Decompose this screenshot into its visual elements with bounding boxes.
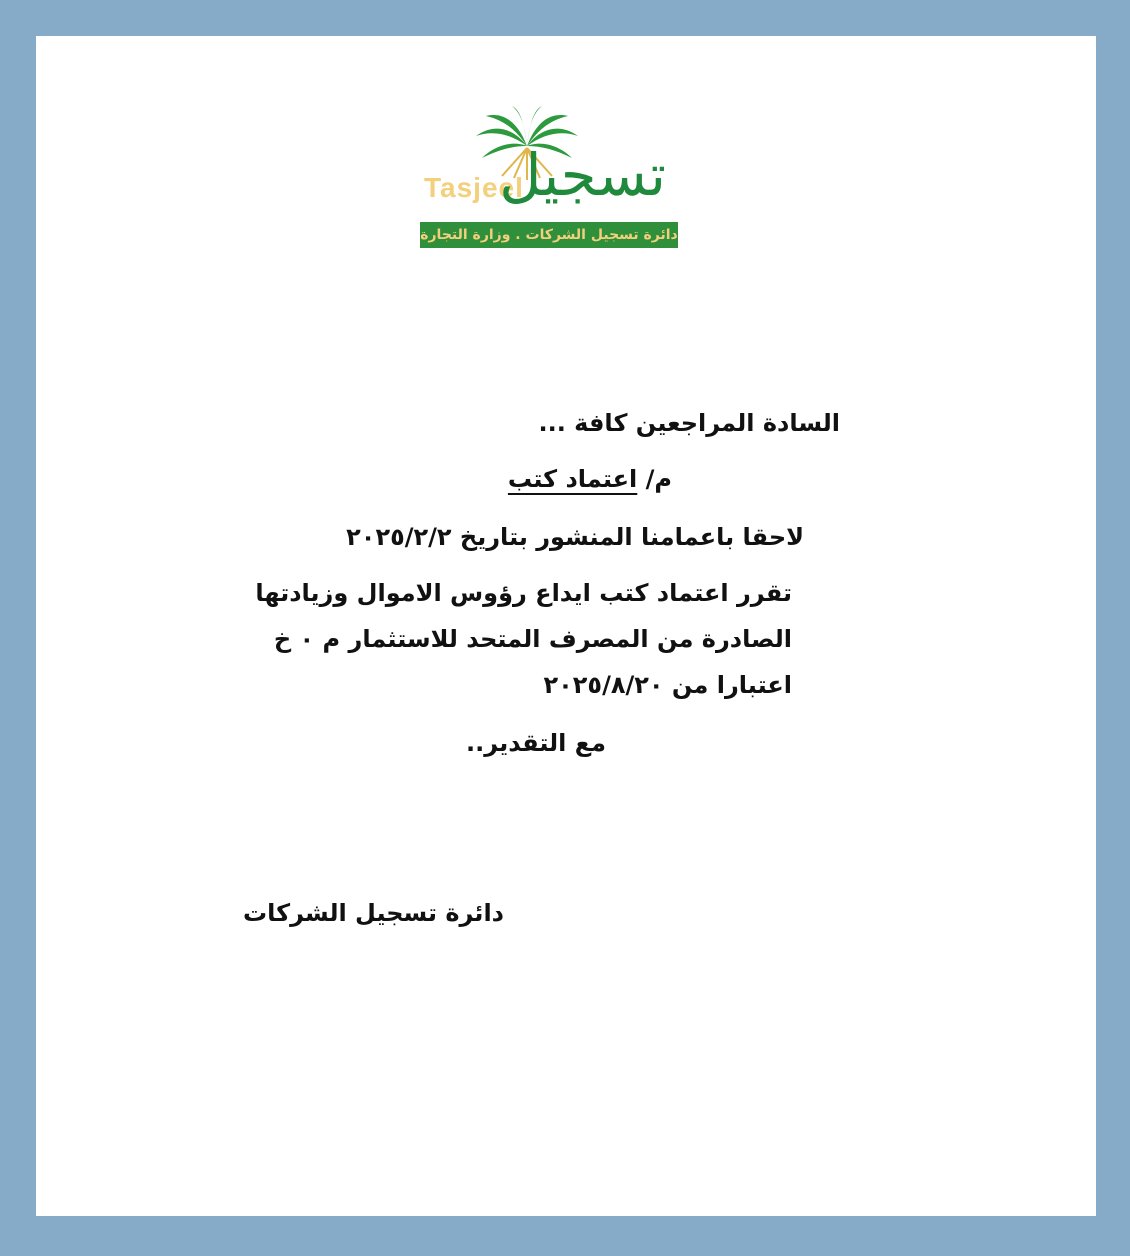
salutation: السادة المراجعين كافة ...	[538, 409, 840, 437]
subject-prefix: م/	[645, 465, 672, 493]
subject-line	[508, 464, 672, 494]
reference-line: لاحقا باعمامنا المنشور بتاريخ ٢٠٢٥/٢/٢	[346, 523, 804, 551]
body-line-3: اعتبارا من ٢٠٢٥/٨/٢٠	[543, 671, 792, 699]
closing: مع التقدير..	[466, 729, 606, 757]
body-line-1: تقرر اعتماد كتب ايداع رؤوس الاموال وزيادتها	[255, 579, 792, 607]
tasjeel-logo	[420, 106, 678, 252]
logo-latin-text: Tasjeel	[424, 172, 524, 203]
signature: دائرة تسجيل الشركات	[243, 899, 504, 927]
logo-band-text: دائرة تسجيل الشركات . وزارة التجارة	[420, 222, 678, 248]
letter-page	[36, 36, 1096, 1216]
logo-arabic-text: تسجيل	[499, 141, 666, 209]
subject-text: اعتماد كتب	[507, 465, 638, 493]
body-line-2: الصادرة من المصرف المتحد للاستثمار م ٠ خ	[273, 625, 792, 653]
